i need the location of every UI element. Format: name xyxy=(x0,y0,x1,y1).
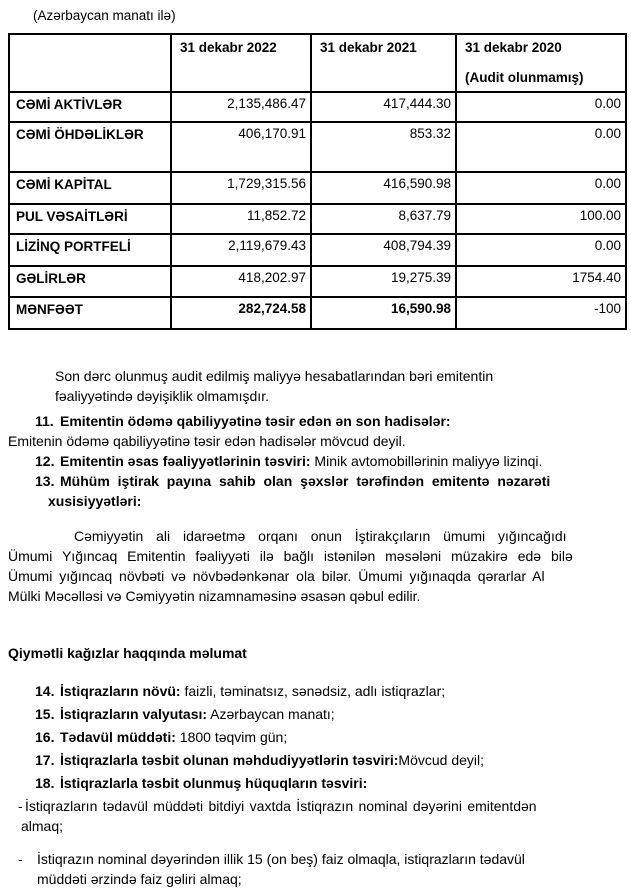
paragraph-line: Son dərc olunmuş audit edilmiş maliyyə hesabatlarından bəri emitentin xyxy=(55,368,494,384)
cell-value: 406,170.91 xyxy=(171,122,311,172)
row-label: GƏLİRLƏR xyxy=(9,266,171,297)
dash-marker: - xyxy=(18,798,23,814)
list-item-11-body: Emitenin ödəmə qabiliyyətinə təsir edən hadisələr mövcud deyil. xyxy=(8,433,406,449)
cell-value: 19,275.39 xyxy=(311,266,456,297)
header-2020-line1: 31 dekabr 2020 xyxy=(465,40,562,55)
cell-value: 8,637.79 xyxy=(311,204,456,234)
cell-value: 417,444.30 xyxy=(311,92,456,122)
item-label: İstiqrazlarla təsbit olunan məhdudiyyətlərin təsviri: xyxy=(60,752,399,768)
cell-value: 0.00 xyxy=(456,122,626,172)
item-text: 1800 təqvim gün; xyxy=(175,729,288,745)
item-label: Mühüm iştirak payına sahib olan şəxslər tərəfindən emitentə nəzarəti xyxy=(60,473,551,489)
cell-value: 2,119,679.43 xyxy=(171,234,311,266)
cell-value: 1,729,315.56 xyxy=(171,172,311,204)
item-label: Tədavül müddəti: xyxy=(60,729,176,745)
item-number: 13. xyxy=(35,473,55,489)
page-title: (Azərbaycan manatı ilə) xyxy=(33,8,176,23)
header-2020-audit-note: (Audit olunmamış) xyxy=(465,70,584,85)
paragraph-line: Ümumi yığıncaq növbəti və növbədənkənar ola bilər. Ümumi yığınaqda qərarlar Al xyxy=(8,568,545,584)
item-label: Emitentin əsas fəaliyyətlərinin təsviri: xyxy=(60,453,311,469)
list-item-14 xyxy=(35,681,631,701)
table-row xyxy=(9,122,626,172)
numbered-items-14-18 xyxy=(0,681,631,793)
bullet-item-1 xyxy=(0,796,631,836)
paragraph-line: fəaliyyətində dəyişiklik olmamışdır. xyxy=(55,388,269,404)
list-item-12 xyxy=(35,451,631,471)
cell-value: 0.00 xyxy=(456,172,626,204)
item-text: faizli, təminatsız, sənədsiz, adlı istiqrazlar; xyxy=(180,683,446,699)
cell-value: 408,794.39 xyxy=(311,234,456,266)
paragraph-cemiyyetin xyxy=(8,526,631,606)
table-row xyxy=(9,172,626,204)
list-item-17 xyxy=(35,750,631,770)
row-label: CƏMİ AKTİVLƏR xyxy=(9,92,171,122)
paragraph-son-derc xyxy=(55,366,631,406)
paragraph-line: Cəmiyyətin ali idarəetmə orqanı onun İştirakçıların ümumi yığıncağıdı xyxy=(74,528,567,544)
financial-summary-table xyxy=(8,33,627,330)
item-number: 16. xyxy=(35,729,55,745)
item-text: Mövcud deyil; xyxy=(398,752,485,768)
item-number: 17. xyxy=(35,752,55,768)
table-row xyxy=(9,204,626,234)
cell-value: 416,590.98 xyxy=(311,172,456,204)
item-number: 14. xyxy=(35,683,55,699)
list-item-13 xyxy=(35,471,631,491)
list-item-15 xyxy=(35,704,631,724)
item-label: İstiqrazların valyutası: xyxy=(60,706,208,722)
cell-value: 16,590.98 xyxy=(311,297,456,329)
header-empty-cell xyxy=(9,34,171,92)
row-label: LİZİNQ PORTFELİ xyxy=(9,234,171,266)
bullet-line xyxy=(18,849,631,869)
paragraph-line: Mülki Məcəlləsi və Cəmiyyətin nizamnaməsinə əsasən qəbul edilir. xyxy=(8,588,421,604)
cell-value: 1754.40 xyxy=(456,266,626,297)
bullet-item-2 xyxy=(0,849,631,889)
header-2022: 31 dekabr 2022 xyxy=(171,34,311,92)
cell-value: 11,852.72 xyxy=(171,204,311,234)
list-item-13-line2: xusisiyyətləri: xyxy=(48,493,142,509)
item-label: İstiqrazlarla təsbit olunmuş hüquqların təsviri: xyxy=(60,775,368,791)
row-label: CƏMİ ÖHDƏLİKLƏR xyxy=(9,122,171,172)
numbered-items-11-13 xyxy=(0,411,631,511)
bullet-line xyxy=(18,796,631,816)
list-item-16 xyxy=(35,727,631,747)
item-number: 15. xyxy=(35,706,55,722)
item-label: Emitentin ödəmə qabiliyyətinə təsir edən ən son hadisələr: xyxy=(60,413,451,429)
list-item-11 xyxy=(35,411,631,431)
cell-value: 100.00 xyxy=(456,204,626,234)
table-header-row xyxy=(9,34,626,92)
header-2021: 31 dekabr 2021 xyxy=(311,34,456,92)
table-row xyxy=(9,234,626,266)
section-heading-securities: Qiymətli kağızlar haqqında məlumat xyxy=(8,645,247,661)
table-row xyxy=(9,266,626,297)
item-number: 12. xyxy=(35,453,55,469)
bullet-text: İstiqrazın nominal dəyərindən illik 15 (on beş) faiz olmaqla, istiqrazların tədavül xyxy=(37,851,525,867)
header-2020 xyxy=(456,34,626,92)
cell-value: -100 xyxy=(456,297,626,329)
bullet-text-continuation: almaq; xyxy=(21,818,64,834)
item-number: 18. xyxy=(35,775,55,791)
paragraph-line: Ümumi Yığıncaq Emitentin fəaliyyəti ilə bağlı istənilən məsələni müzakirə edə bilə xyxy=(8,548,573,564)
bullet-text: İstiqrazların tədavül müddəti bitdiyi vaxtda İstiqrazın nominal dəyərini emitentdən xyxy=(25,798,537,814)
table-row xyxy=(9,92,626,122)
cell-value: 418,202.97 xyxy=(171,266,311,297)
row-label: CƏMİ KAPİTAL xyxy=(9,172,171,204)
cell-value: 2,135,486.47 xyxy=(171,92,311,122)
list-item-18 xyxy=(35,773,631,793)
item-text: Azərbaycan manatı; xyxy=(207,706,335,722)
bullet-text-continuation: müddəti ərzində faiz gəliri almaq; xyxy=(37,871,242,887)
dash-marker: - xyxy=(18,851,23,867)
row-label: PUL VƏSAİTLƏRİ xyxy=(9,204,171,234)
cell-value: 282,724.58 xyxy=(171,297,311,329)
row-label: MƏNFƏƏT xyxy=(9,297,171,329)
cell-value: 0.00 xyxy=(456,92,626,122)
item-text: Minik avtomobillərinin maliyyə lizinqi. xyxy=(310,453,543,469)
item-label: İstiqrazların növü: xyxy=(60,683,181,699)
cell-value: 0.00 xyxy=(456,234,626,266)
cell-value: 853.32 xyxy=(311,122,456,172)
table-row xyxy=(9,297,626,329)
item-number: 11. xyxy=(35,413,54,429)
